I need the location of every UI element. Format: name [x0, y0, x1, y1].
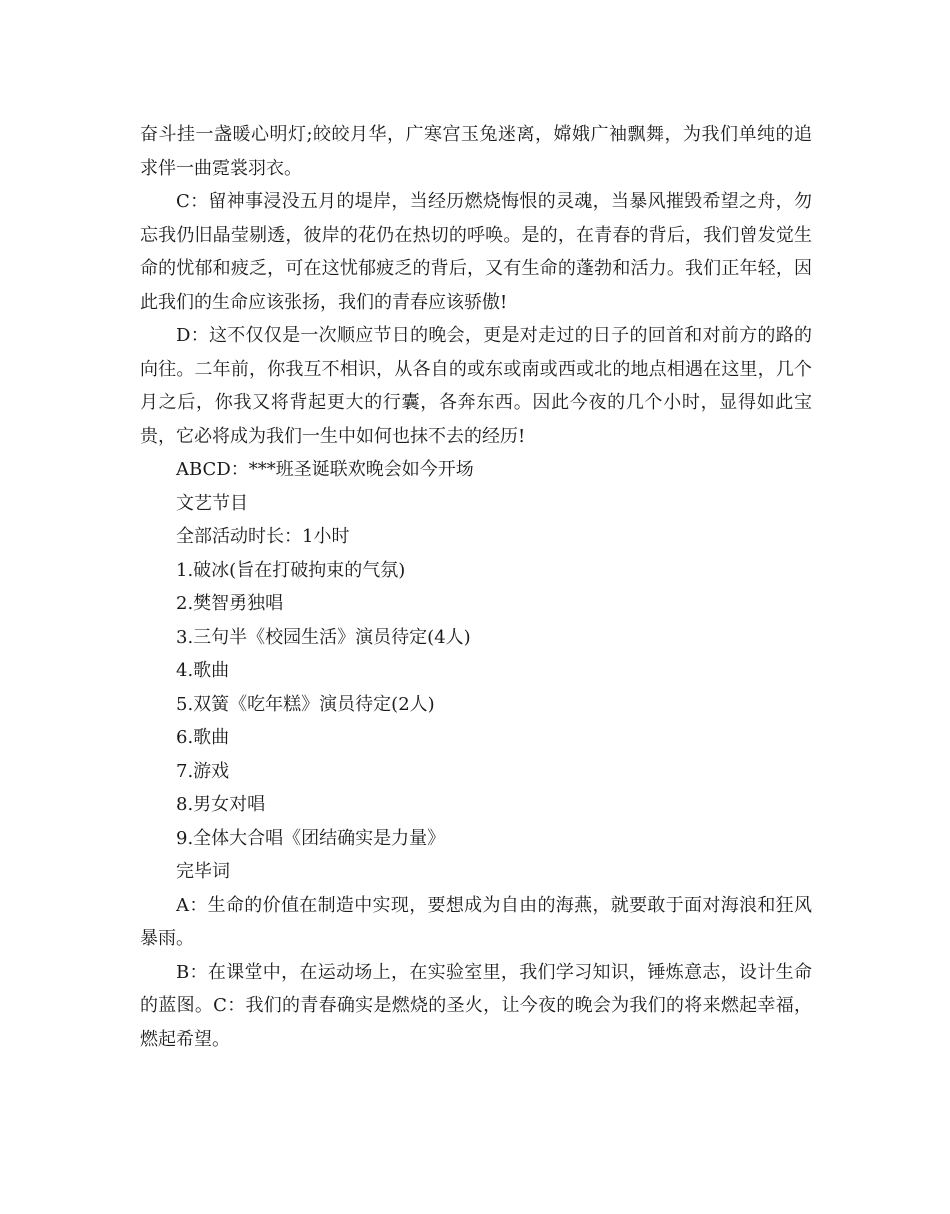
paragraph-a-speech: A：生命的价值在制造中实现，要想成为自由的海燕，就要敢于面对海浪和狂风暴雨。	[140, 894, 812, 949]
section-heading-closing: 完毕词	[176, 861, 230, 882]
paragraph-c-speech: C：留神事浸没五月的堤岸，当经历燃烧悔恨的灵魂，当暴风摧毁希望之舟，勿忘我仍旧晶莹剔透，彼岸的花仍在热切的呼唤。是的，在青春的背后，我们曾发觉生命的忧郁和疲乏，可在这忧郁疲乏的背后，又有生命的蓬勃和活力。我们正年轻，因此我们的生命应该张扬，我们的青春应该骄傲!	[140, 191, 812, 313]
paragraph-d-speech: D：这不仅仅是一次顺应节日的晚会，更是对走过的日子的回首和对前方的路的向往。二年前，你我互不相识，从各自的或东或南或西或北的地点相遇在这里，几个月之后，你我又将背起更大的行囊，各奔东西。因此今夜的几个小时，显得如此宝贵，它必将成为我们一生中如何也抹不去的经历!	[140, 325, 812, 447]
program-item: 9.全体大合唱《团结确实是力量》	[176, 827, 446, 849]
program-item: 5.双簧《吃年糕》演员待定(2人)	[176, 693, 435, 715]
program-item: 2.樊智勇独唱	[176, 593, 284, 614]
program-item: 4.歌曲	[176, 660, 230, 681]
program-item: 7.游戏	[176, 760, 230, 782]
paragraph-continuation: 奋斗挂一盏暖心明灯;皎皎月华，广寒宫玉兔迷离，嫦娥广袖飘舞，为我们单纯的追求伴一曲霓裳羽衣。	[140, 124, 812, 179]
opening-announcement: ABCD：***班圣诞联欢晚会如今开场	[176, 459, 474, 480]
section-heading-program: 文艺节目	[176, 492, 248, 514]
program-item: 3.三句半《校园生活》演员待定(4人)	[176, 626, 471, 648]
paragraph-b-c-speech: B：在课堂中，在运动场上，在实验室里，我们学习知识，锤炼意志，设计生命的蓝图。C：我们的青春确实是燃烧的圣火，让今夜的晚会为我们的将来燃起幸福，燃起希望。	[140, 961, 812, 1050]
program-item: 8.男女对唱	[176, 794, 266, 815]
activity-duration: 全部活动时长：1小时	[176, 526, 350, 547]
document-page	[140, 118, 812, 1056]
program-item: 6.歌曲	[176, 727, 230, 748]
program-item: 1.破冰(旨在打破拘束的气氛)	[176, 559, 406, 581]
